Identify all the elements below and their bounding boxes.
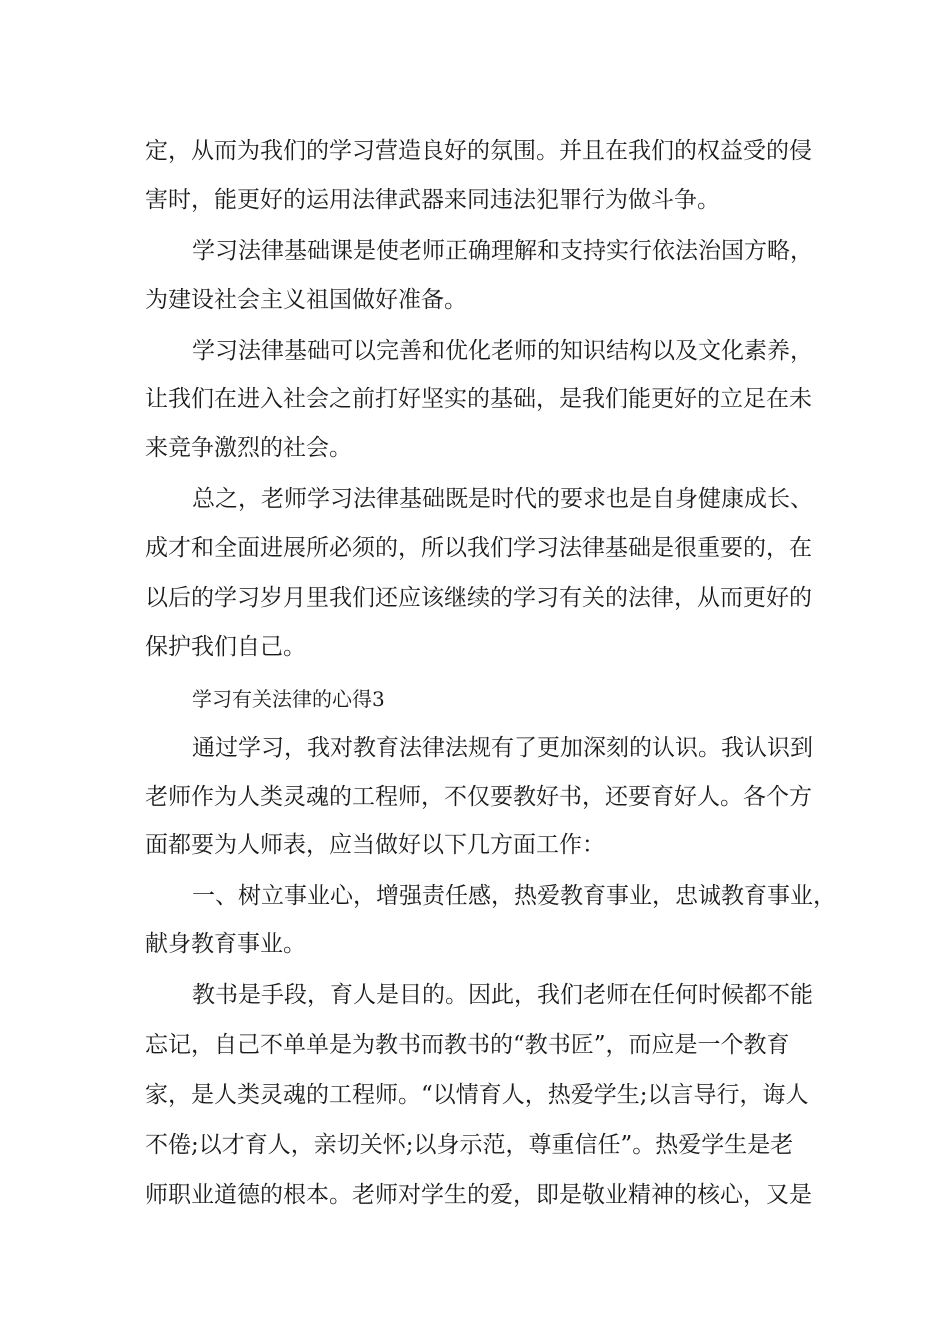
text-line: 保护我们自己。 [145, 634, 306, 660]
text-line: 面都要为人师表，应当做好以下几方面工作： [145, 832, 605, 858]
text-line: 为建设社会主义祖国做好准备。 [145, 287, 467, 313]
text-line: 献身教育事业。 [145, 931, 306, 957]
text-line: 来竞争激烈的社会。 [145, 435, 352, 461]
paragraph-first-line: 一、树立事业心，增强责任感，热爱教育事业，忠诚教育事业， [192, 883, 836, 909]
paragraph-first-line: 通过学习，我对教育法律法规有了更加深刻的认识。我认识到 [192, 735, 813, 761]
text-line: 老师作为人类灵魂的工程师，不仅要教好书，还要育好人。各个方 [145, 784, 812, 810]
text-line: 害时，能更好的运用法律武器来同违法犯罪行为做斗争。 [145, 187, 720, 213]
text-line: 不倦;以才育人，亲切关怀;以身示范，尊重信任”。热爱学生是老 [145, 1132, 794, 1158]
text-line: 让我们在进入社会之前打好坚实的基础，是我们能更好的立足在未 [145, 386, 812, 412]
text-line: 忘记，自己不单单是为教书而教书的“教书匠”，而应是一个教育 [145, 1032, 790, 1058]
paragraph-first-line: 教书是手段，育人是目的。因此，我们老师在任何时候都不能 [192, 982, 813, 1008]
section-heading: 学习有关法律的心得3 [192, 687, 385, 711]
text-line: 家，是人类灵魂的工程师。“以情育人，热爱学生;以言导行，诲人 [145, 1082, 809, 1108]
text-line: 师职业道德的根本。老师对学生的爱，即是敬业精神的核心，又是 [145, 1182, 812, 1208]
text-line: 以后的学习岁月里我们还应该继续的学习有关的法律，从而更好的 [145, 585, 812, 611]
paragraph-first-line: 学习法律基础课是使老师正确理解和支持实行依法治国方略， [192, 238, 813, 264]
text-line: 定，从而为我们的学习营造良好的氛围。并且在我们的权益受的侵 [145, 138, 812, 164]
paragraph-first-line: 学习法律基础可以完善和优化老师的知识结构以及文化素养， [192, 338, 813, 364]
text-line: 成才和全面进展所必须的，所以我们学习法律基础是很重要的，在 [145, 535, 812, 561]
paragraph-first-line: 总之，老师学习法律基础既是时代的要求也是自身健康成长、 [192, 486, 813, 512]
